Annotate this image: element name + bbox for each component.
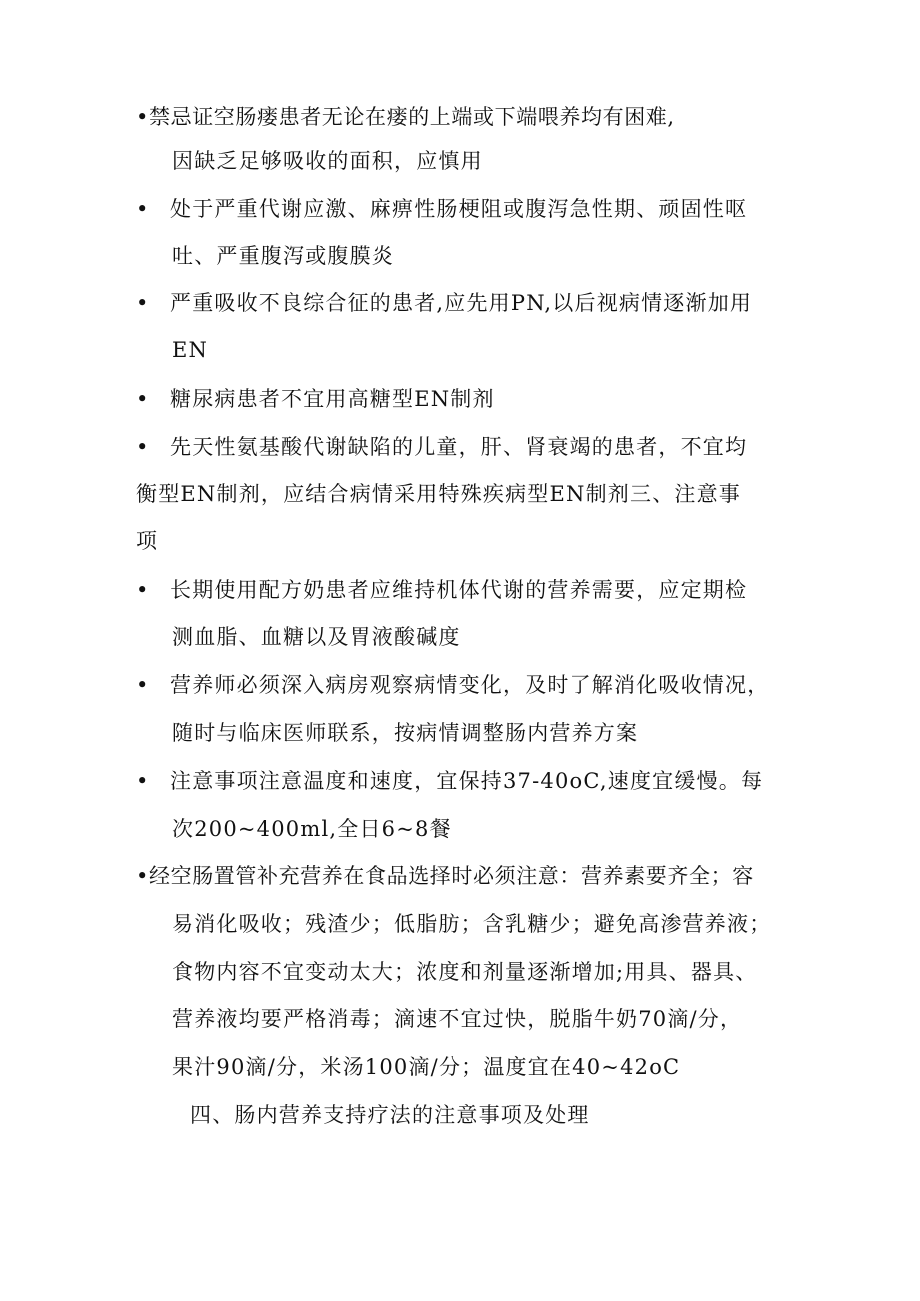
paragraph-stress-line-2: 吐、严重腹泻或腹膜炎 — [172, 244, 394, 268]
paragraph-formula-line-2: 测血脂、血糖以及胃液酸碱度 — [172, 625, 461, 649]
bullet-dot: • — [136, 387, 150, 411]
text-line: 禁忌证空肠瘘患者无论在瘘的上端或下端喂养均有困难, — [149, 105, 675, 129]
paragraph-diabetes-line-1 — [136, 384, 495, 414]
bullet-dot: • — [136, 435, 150, 459]
text-line: 注意事项注意温度和速度，宜保持37-40oC,速度宜缓慢。每 — [170, 769, 764, 793]
paragraph-temperature-line-1 — [136, 766, 763, 796]
paragraph-formula-line-1 — [136, 575, 747, 605]
paragraph-stress-line-1 — [136, 194, 747, 224]
paragraph-jejunal-line-2: 易消化吸收；残渣少；低脂肪；含乳糖少；避免高渗营养液； — [172, 912, 772, 936]
paragraph-malabsorption-line-2: EN — [172, 338, 209, 362]
bullet-dot: • — [136, 864, 149, 888]
text-line: 营养师必须深入病房观察病情变化，及时了解消化吸收情况， — [170, 673, 770, 697]
paragraph-contraindication-line-1 — [136, 102, 675, 132]
paragraph-jejunal-line-1 — [136, 861, 754, 891]
section-heading: 四、肠内营养支持疗法的注意事项及处理 — [190, 1103, 590, 1127]
paragraph-jejunal-line-3: 食物内容不宜变动太大；浓度和剂量逐渐增加;用具、器具、 — [172, 960, 758, 984]
paragraph-jejunal-line-5: 果汁90滴/分，米汤100滴/分；温度宜在40~42oC — [172, 1055, 681, 1079]
text-line: 经空肠置管补充营养在食品选择时必须注意：营养素要齐全；容 — [149, 864, 754, 888]
paragraph-jejunal-line-4: 营养液均要严格消毒；滴速不宜过快，脱脂牛奶70滴/分， — [172, 1007, 743, 1031]
text-line: 糖尿病患者不宜用高糖型EN制剂 — [170, 387, 495, 411]
paragraph-contraindication-line-2: 因缺乏足够吸收的面积，应慎用 — [172, 149, 483, 173]
paragraph-temperature-line-2: 次200~400ml,全日6~8餐 — [172, 817, 452, 841]
paragraph-dietitian-line-2: 随时与临床医师联系，按病情调整肠内营养方案 — [172, 721, 639, 745]
bullet-dot: • — [136, 769, 150, 793]
bullet-dot: • — [136, 197, 150, 221]
text-line: 长期使用配方奶患者应维持机体代谢的营养需要，应定期检 — [170, 578, 748, 602]
text-line: 处于严重代谢应激、麻痹性肠梗阻或腹泻急性期、顽固性呕 — [170, 197, 748, 221]
text-line: 先天性氨基酸代谢缺陷的儿童，肝、肾衰竭的患者，不宜均 — [170, 435, 748, 459]
paragraph-congenital-line-2: 衡型EN制剂，应结合病情采用特殊疾病型EN制剂三、注意事 — [136, 482, 742, 506]
bullet-dot: • — [136, 673, 150, 697]
paragraph-malabsorption-line-1 — [136, 288, 752, 318]
text-line: 严重吸收不良综合征的患者,应先用PN,以后视病情逐渐加用 — [170, 291, 753, 315]
bullet-dot: • — [136, 291, 150, 315]
paragraph-congenital-line-3: 项 — [136, 529, 159, 553]
paragraph-congenital-line-1 — [136, 432, 747, 462]
bullet-dot: • — [136, 105, 149, 129]
paragraph-dietitian-line-1 — [136, 670, 769, 700]
bullet-dot: • — [136, 578, 150, 602]
